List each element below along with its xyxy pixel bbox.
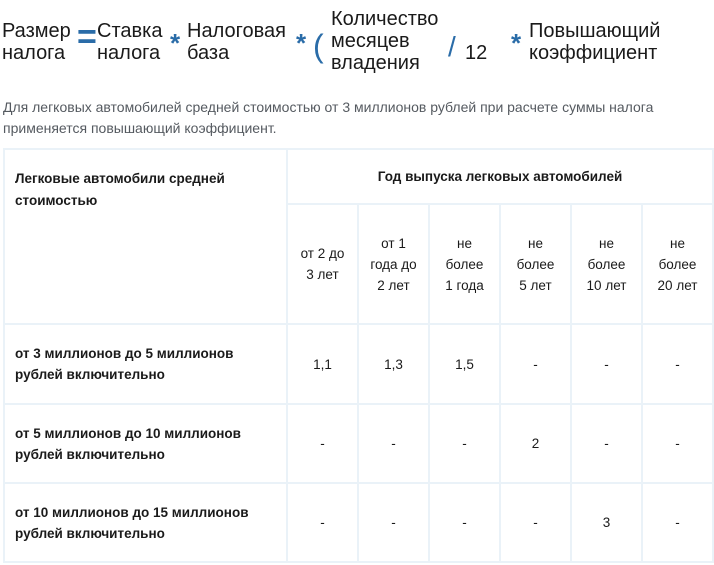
- subheader-line: не: [670, 235, 685, 251]
- coefficient-cell: 1,3: [358, 324, 429, 404]
- subheader-line: от 2 до: [300, 246, 345, 261]
- coefficient-table: [3, 148, 714, 563]
- formula-rate-line: Ставка: [97, 20, 163, 42]
- formula-months: [331, 8, 438, 74]
- formula-months-line: владения: [331, 52, 420, 74]
- formula-tax-amount: [2, 20, 71, 64]
- coefficient-cell: -: [358, 483, 429, 562]
- subheader-line: 20 лет: [657, 277, 698, 293]
- subheader-cell: [287, 204, 358, 324]
- formula-coefficient-line: коэффициент: [529, 42, 658, 64]
- corner-header-line: Легковые автомобили средней: [15, 171, 225, 186]
- coefficient-cell: 2: [500, 404, 571, 483]
- row-label-line: от 3 миллионов до 5 миллионов: [15, 346, 234, 361]
- subheader-line: от 1: [381, 235, 406, 251]
- subheader-line: 3 лет: [306, 267, 339, 282]
- formula-tax-amount-line: налога: [2, 42, 66, 64]
- coefficient-note: Для легковых автомобилей средней стоимостью от 3 миллионов рублей при расчете суммы налога применяется повышающий коэффициент.: [3, 99, 654, 136]
- subheader-line: не: [599, 235, 614, 251]
- row-label: [4, 324, 287, 404]
- table-row: [4, 324, 713, 404]
- coefficient-cell: 3: [571, 483, 642, 562]
- row-label-line: от 5 миллионов до 10 миллионов: [15, 425, 241, 441]
- coefficient-cell: -: [500, 324, 571, 404]
- corner-header: [4, 149, 287, 324]
- multiply-sign: *: [170, 28, 181, 58]
- subheader-line: не: [528, 235, 543, 251]
- subheader-line: более: [587, 256, 626, 272]
- coefficient-cell: -: [642, 404, 713, 483]
- coefficient-cell: -: [429, 483, 500, 562]
- row-label-line: рублей включительно: [15, 367, 165, 382]
- coefficient-cell: -: [287, 483, 358, 562]
- subheader-cell: [500, 204, 571, 324]
- subheader-line: более: [445, 256, 484, 272]
- coefficient-cell: -: [500, 483, 571, 562]
- subheader-cell: [429, 204, 500, 324]
- formula-twelve: 12: [465, 42, 488, 64]
- formula-months-line: Количество: [331, 8, 439, 30]
- table-header-row: [4, 149, 713, 204]
- subheader-cell: [358, 204, 429, 324]
- row-label-line: рублей включительно: [15, 525, 165, 541]
- tax-formula: [0, 0, 714, 90]
- multiply-sign: *: [296, 28, 307, 58]
- subheader-cell: [642, 204, 713, 324]
- subheader-line: года до: [370, 256, 417, 272]
- coefficient-cell: 1,5: [429, 324, 500, 404]
- subheader-line: 5 лет: [519, 277, 552, 293]
- formula-tax-base-line: база: [187, 42, 230, 64]
- subheader-line: более: [516, 256, 555, 272]
- subheader-line: 1 года: [445, 277, 484, 293]
- formula-tax-base-line: Налоговая: [187, 20, 286, 42]
- equals-sign: =: [77, 18, 97, 56]
- row-label-line: рублей включительно: [15, 446, 165, 462]
- multiply-sign: *: [511, 28, 522, 58]
- divide-sign: /: [448, 31, 456, 62]
- subheader-line: 2 лет: [377, 277, 410, 293]
- coefficient-cell: 1,1: [287, 324, 358, 404]
- formula-coefficient-line: Повышающий: [529, 20, 661, 42]
- table-row: [4, 404, 713, 483]
- subheader-line: более: [658, 256, 697, 272]
- formula-tax-amount-line: Размер: [2, 20, 71, 42]
- formula-rate-line: налога: [97, 42, 161, 64]
- coefficient-cell: -: [429, 404, 500, 483]
- table-row: [4, 483, 713, 562]
- subheader-line: не: [457, 235, 472, 251]
- open-paren: (: [313, 28, 324, 64]
- subheader-cell: [571, 204, 642, 324]
- formula-tax-base: [187, 20, 286, 64]
- coefficient-cell: -: [287, 404, 358, 483]
- subheader-line: 10 лет: [586, 277, 627, 293]
- row-label-line: от 10 миллионов до 15 миллионов: [15, 504, 249, 520]
- formula-coefficient: [529, 20, 660, 64]
- corner-header-line: стоимостью: [15, 193, 98, 208]
- coefficient-cell: -: [571, 404, 642, 483]
- coefficient-cell: -: [642, 324, 713, 404]
- row-label: [4, 404, 287, 483]
- year-header: Год выпуска легковых автомобилей: [287, 149, 713, 204]
- formula-rate: [97, 20, 162, 64]
- row-label: [4, 483, 287, 562]
- coefficient-cell: -: [358, 404, 429, 483]
- formula-months-line: месяцев: [331, 30, 410, 52]
- coefficient-cell: -: [571, 324, 642, 404]
- coefficient-cell: -: [642, 483, 713, 562]
